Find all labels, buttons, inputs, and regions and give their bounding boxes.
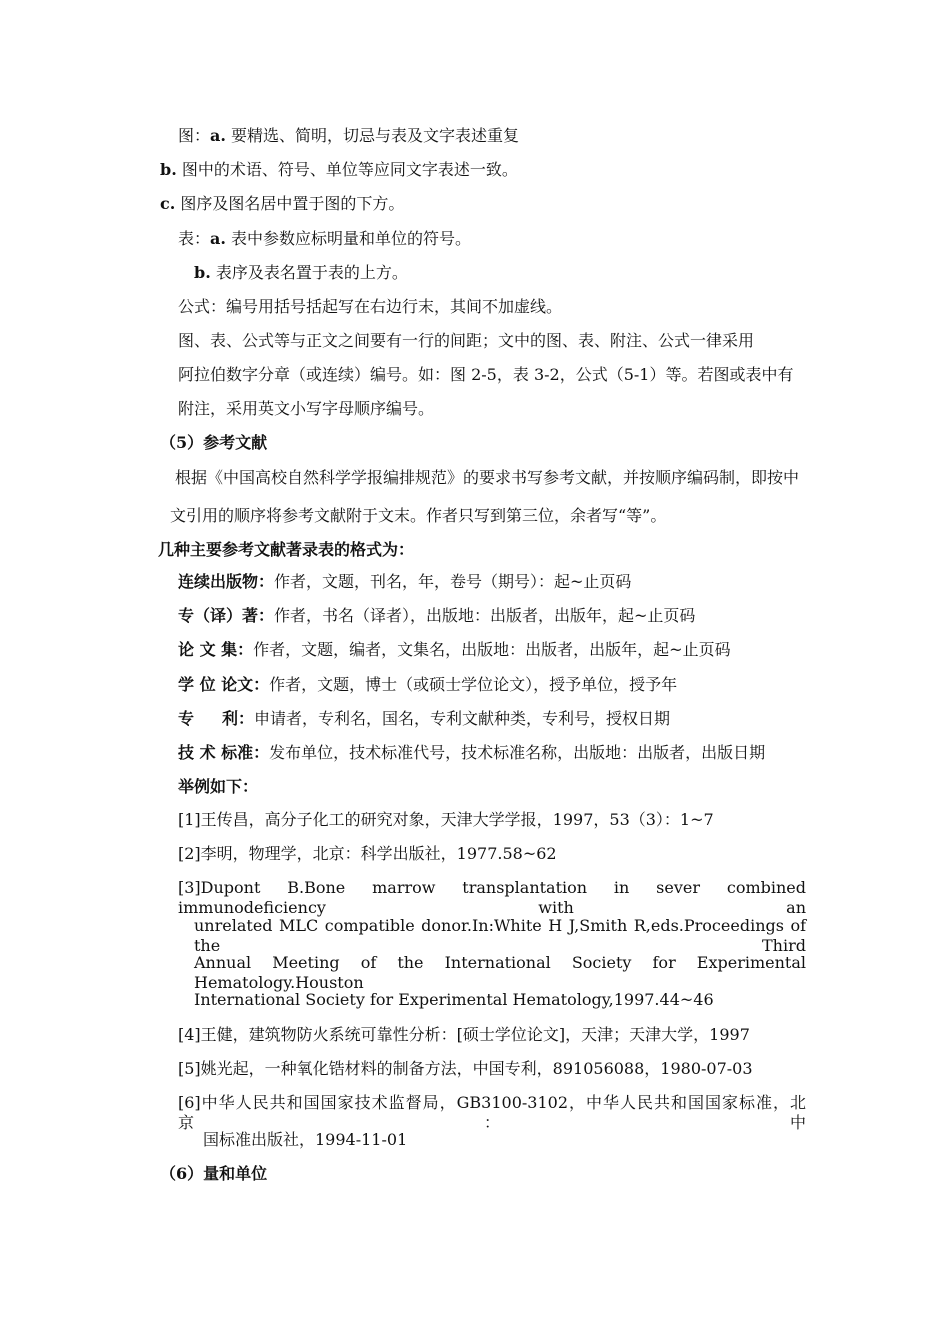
format-label: 利： — [222, 709, 255, 728]
figure-c-marker: c. — [160, 194, 176, 213]
reference-line: [6]中华人民共和国国家技术监督局，GB3100-3102，中华人民共和国国家标准，北京：中 — [178, 1093, 806, 1132]
figure-c-text: 图序及图名居中置于图的下方。 — [175, 194, 405, 213]
figure-rule-b — [160, 160, 518, 180]
table-a-marker: a. — [210, 229, 226, 248]
spacing-line: 图、表、公式等与正文之间要有一行的间距；文中的图、表、附注、公式一律采用 — [178, 331, 755, 350]
table-b-text: 表序及表名置于表的上方。 — [210, 263, 408, 282]
section-5-title: 参考文献 — [203, 433, 268, 452]
formula-rule: 公式：编号用括号括起写在右边行末，其间不加虚线。 — [178, 297, 563, 316]
format-text: 申请者，专利名，国名，专利文献种类，专利号，授权日期 — [254, 709, 671, 728]
table-a-text: 表中参数应标明量和单位的符号。 — [225, 229, 472, 248]
section-5-number: （5） — [160, 433, 204, 452]
figure-a-marker: a. — [210, 126, 226, 145]
reference-line: 国标准出版社，1994-11-01 — [203, 1130, 408, 1149]
figure-rule-a — [178, 126, 519, 146]
table-rule-a — [178, 229, 471, 249]
reference-line: unrelated MLC compatible donor.In:White H J,Smith R,eds.Proceedings of the Third — [194, 916, 806, 955]
figure-a-text: 要精选、简明，切忌与表及文字表述重复 — [225, 126, 520, 145]
format-row — [178, 709, 670, 729]
format-label: 技 术 标准： — [178, 743, 270, 762]
reference-item: [4]王健，建筑物防火系统可靠性分析：[硕士学位论文]，天津；天津大学，1997 — [178, 1025, 750, 1044]
format-label: 论 文 集： — [178, 640, 254, 659]
format-row — [178, 606, 695, 626]
format-row — [178, 675, 677, 695]
references-paragraph-line: 文引用的顺序将参考文献附于文末。作者只写到第三位，余者写“等”。 — [170, 506, 667, 525]
spacing-line: 附注，采用英文小写字母顺序编号。 — [178, 399, 435, 418]
section-6-title: 量和单位 — [203, 1164, 268, 1183]
section-6-number: （6） — [160, 1164, 204, 1183]
reference-item: [1]王传昌，高分子化工的研究对象，天津大学学报，1997，53（3）：1~7 — [178, 810, 714, 829]
section-5-heading — [160, 433, 267, 453]
references-paragraph-line: 根据《中国高校自然科学学报编排规范》的要求书写参考文献，并按顺序编码制，即按中 — [175, 468, 800, 487]
format-row — [178, 743, 765, 763]
figure-b-marker: b. — [160, 160, 177, 179]
figure-rule-c — [160, 194, 404, 214]
format-label: 学 位 论文： — [178, 675, 270, 694]
spacing-line: 阿拉伯数字分章（或连续）编号。如：图 2-5，表 3-2，公式（5-1）等。若图或表中有 — [178, 365, 794, 384]
reference-item: [2]李明，物理学，北京：科学出版社，1977.58~62 — [178, 844, 557, 863]
examples-heading: 举例如下： — [178, 777, 259, 796]
reference-line: Annual Meeting of the International Society for Experimental Hematology.Houston — [194, 953, 806, 992]
format-row — [178, 640, 731, 660]
table-rule-b — [194, 263, 408, 283]
formats-heading: 几种主要参考文献著录表的格式为： — [158, 540, 415, 559]
format-label: 专 — [178, 709, 195, 728]
format-text: 作者，书名（译者），出版地：出版者，出版年，起~止页码 — [274, 606, 696, 625]
format-text: 作者，文题，刊名，年，卷号（期号）：起~止页码 — [274, 572, 632, 591]
figure-label: 图： — [178, 126, 211, 145]
section-6-heading — [160, 1164, 267, 1184]
format-text: 作者，文题，编者，文集名，出版地：出版者，出版年，起~止页码 — [253, 640, 731, 659]
figure-b-text: 图中的术语、符号、单位等应同文字表述一致。 — [176, 160, 518, 179]
reference-line: [3]Dupont B.Bone marrow transplantation in sever combined immunodeficiency with an — [178, 878, 806, 917]
format-label: 专（译）著： — [178, 606, 275, 625]
format-text: 作者，文题，博士（或硕士学位论文），授予单位，授予年 — [269, 675, 678, 694]
format-label: 连续出版物： — [178, 572, 275, 591]
reference-line: International Society for Experimental Hematology,1997.44~46 — [194, 990, 714, 1009]
format-row — [178, 572, 631, 592]
format-text: 发布单位，技术标准代号，技术标准名称，出版地：出版者，出版日期 — [269, 743, 766, 762]
table-label: 表： — [178, 229, 211, 248]
reference-item: [5]姚光起，一种氧化锆材料的制备方法，中国专利，891056088，1980-07-03 — [178, 1059, 753, 1078]
table-b-marker: b. — [194, 263, 211, 282]
